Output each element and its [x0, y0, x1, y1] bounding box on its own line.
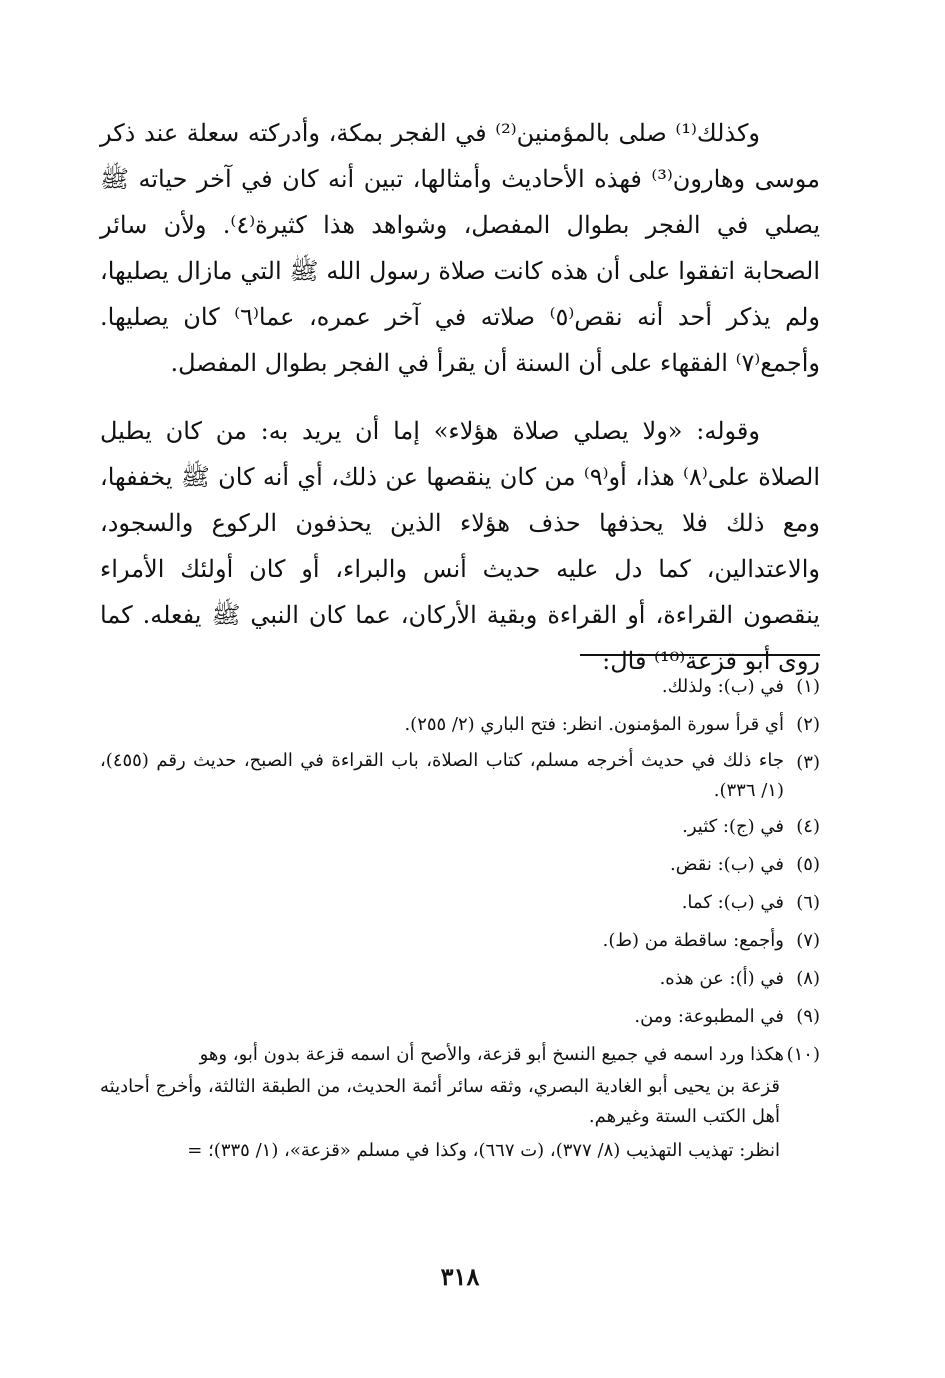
paragraph-1: وكذلك⁽¹⁾ صلى بالمؤمنين⁽²⁾ في الفجر بمكة، وأدركته سعلة عند ذكر موسى وهارون⁽³⁾ فهذه الأحاديث وأمثالها، تبين أنه كان في آخر حياته ﷺ يصلي في الفجر بطوال المفصل، وشواهد هذا كثيرة⁽٤⁾. ولأن سائر الصحابة اتفقوا على أن هذه كانت صلاة رسول الله ﷺ التي مازال يصليها، ولم يذكر أحد أنه نقص⁽٥⁾ صلاته في آخر عمره، عما⁽٦⁾ كان يصليها. وأجمع⁽٧⁾ الفقهاء على أن السنة أن يقرأ في الفجر بطوال المفصل. [100, 119, 821, 377]
footnote-5 [100, 848, 820, 882]
footnote-number: (٥) [796, 854, 820, 875]
footnote-text: في (ب): نقض. [670, 854, 784, 875]
page-number: ٣١٨ [440, 1262, 480, 1291]
footnote-1 [100, 670, 820, 704]
footnote-text: في (أ): عن هذه. [659, 968, 784, 989]
book-page [100, 110, 820, 1330]
footnote-text: في المطبوعة: ومن. [634, 1006, 784, 1027]
footnote-number: (٤) [796, 816, 820, 837]
footnote-10 [100, 1038, 820, 1072]
footnote-text: في (ب): كما. [681, 892, 784, 913]
footnote-7 [100, 924, 820, 958]
footnote-10-continuation: قزعة بن يحيى أبو الغادية البصري، وثقه سائر أئمة الحديث، من الطبقة الثالثة، وأخرج أحاديثه أهل الكتب الستة وغيرهم. [100, 1076, 780, 1127]
footnote-text: في (ج): كثير. [682, 816, 784, 837]
footnotes [100, 670, 820, 1168]
footnote-2 [100, 708, 820, 742]
footnote-separator [580, 654, 820, 656]
footnote-6 [100, 886, 820, 920]
footnote-number: (٨) [796, 968, 820, 989]
main-text [100, 110, 820, 684]
footnote-text: في (ب): ولذلك. [661, 676, 784, 697]
footnote-number: (١) [796, 676, 820, 697]
footnote-number: (٧) [796, 930, 820, 951]
footnote-3 [100, 746, 820, 806]
footnote-text: جاء ذلك في حديث أخرجه مسلم، كتاب الصلاة، باب القراءة في الصبح، حديث رقم (٤٥٥)، (١/ ٣٣٦). [100, 750, 785, 801]
footnote-text: أي قرأ سورة المؤمنون. انظر: فتح الباري (٢/ ٢٥٥). [404, 714, 784, 735]
paragraph-2: وقوله: «ولا يصلي صلاة هؤلاء» إما أن يريد به: من كان يطيل الصلاة على⁽٨⁾ هذا، أو⁽٩⁾ من كان ينقصها عن ذلك، أي أنه كان ﷺ يخففها، ومع ذلك فلا يحذفها حذف هؤلاء الذين يحذفون الركوع والسجود، والاعتدالين، كما دل عليه حديث أنس والبراء، أو كان أولئك الأمراء ينقصون القراءة، أو القراءة وبقية الأركان، عما كان النبي ﷺ يفعله. كما روى أبو قزعة⁽¹⁰⁾ قال: [100, 417, 820, 675]
footnote-10-reference: انظر: تهذيب التهذيب (٨/ ٣٧٧)، (ت ٦٦٧)، وكذا في مسلم «قزعة»، (١/ ٣٣٥)؛ = [187, 1140, 780, 1161]
footnote-number: (٩) [796, 1006, 820, 1027]
footnote-text: هكذا ورد اسمه في جميع النسخ أبو قزعة، والأصح أن اسمه قزعة بدون أبو، وهو [199, 1044, 784, 1065]
footnote-number: (٦) [796, 892, 820, 913]
footnote-number: (٣) [796, 752, 820, 773]
footnote-text: وأجمع: ساقطة من (ط). [602, 930, 784, 951]
footnote-8 [100, 962, 820, 996]
footnote-9 [100, 1000, 820, 1034]
footnote-number: (٢) [796, 714, 820, 735]
footnote-4 [100, 810, 820, 844]
footnote-number: (١٠) [786, 1044, 820, 1065]
